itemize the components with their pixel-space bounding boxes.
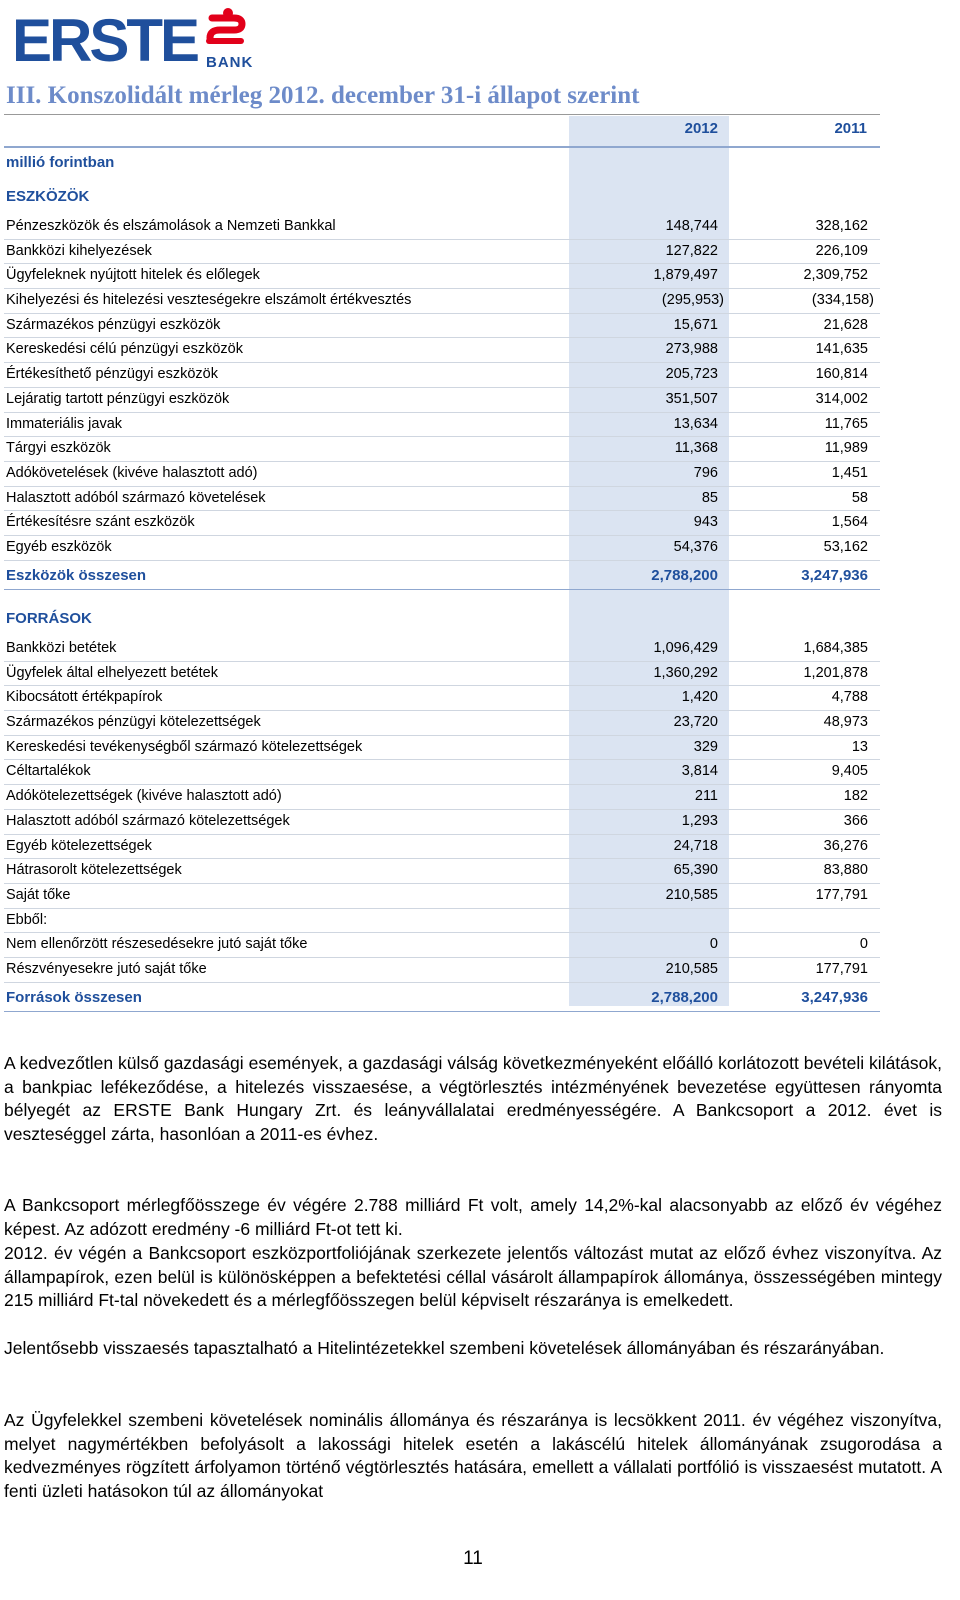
page-number: 11	[463, 1548, 483, 1569]
value-2012: 205,723	[665, 366, 718, 383]
table-row	[4, 859, 880, 884]
total-2011: 3,247,936	[801, 566, 868, 584]
paragraph-1: A kedvezőtlen külső gazdasági események, a gazdasági válság következményeként előálló korlátozott bevételi kilátások, a bankpiac lefékeződése, a hitelezés visszaesése, a végtörlesztés intézményének bevezetése együttesen rányomta bélyegét az ERSTE Bank Hungary Zrt. és leányvállalatai eredményességére. A Bankcsoport a 2012. évet is veszteséggel zárta, hasonlóan a 2011-es évhez.	[4, 1053, 942, 1145]
value-2011: 11,765	[824, 415, 868, 432]
table-row	[4, 933, 880, 958]
table-row	[4, 264, 880, 289]
header-divider	[4, 146, 880, 148]
table-row	[4, 711, 880, 736]
value-2011: 366	[843, 812, 868, 829]
table-row	[4, 462, 880, 487]
value-2011: 141,635	[815, 341, 868, 358]
value-2011: 13	[851, 738, 868, 755]
row-label: Származékos pénzügyi eszközök	[6, 316, 221, 333]
row-label: Halasztott adóból származó követelések	[6, 489, 266, 506]
value-2011: 83,880	[823, 862, 868, 879]
value-2012: 65,390	[673, 862, 718, 879]
paragraph-5: Az Ügyfelekkel szembeni követelések nominális állománya és részaránya is lecsökkent 2011. év végéhez viszonyítva, melyet nagymértékben befolyásolt a lakossági hitelek esetén a lakáscélú hitelek állományának zsugorodása a kedvezményes rögzített árfolyamon történő végtörlesztés hatására, emellett a vállalati portfólió is visszaesést mutatott. A fenti üzleti hatásokon túl az állományokat	[4, 1410, 942, 1502]
total-label: Eszközök összesen	[6, 566, 147, 584]
column-header-2012: 2012	[684, 120, 718, 137]
row-label: Kibocsátott értékpapírok	[6, 689, 163, 706]
table-row	[4, 413, 880, 438]
value-2012: 210,585	[665, 886, 718, 903]
value-2011: 2,309,752	[803, 267, 868, 284]
value-2012: 148,744	[665, 218, 718, 234]
title-divider	[4, 114, 880, 115]
table-row	[4, 487, 880, 512]
row-label: Kereskedési tevékenységből származó kötelezettségek	[6, 738, 363, 755]
table-row	[4, 338, 880, 363]
paragraph-2: A Bankcsoport mérlegfőösszege év végére 2.788 milliárd Ft volt, amely 14,2%-kal alacsonyabb az előző év végéhez képest. Az adózott eredmény -6 milliárd Ft-ot tett ki.	[4, 1195, 942, 1239]
row-label: Ebből:	[6, 911, 48, 928]
row-label: Kihelyezési és hitelezési veszteségekre elszámolt értékvesztés	[6, 292, 412, 309]
total-2011: 3,247,936	[801, 988, 868, 1006]
value-2012: 24,718	[673, 837, 718, 854]
value-2011: 1,201,878	[803, 664, 868, 681]
value-2011: 160,814	[815, 366, 868, 383]
value-2012: 329	[693, 738, 718, 755]
value-2011: 36,276	[823, 837, 868, 854]
value-2011: 1,451	[831, 464, 868, 481]
table-row	[4, 686, 880, 711]
table-row	[4, 785, 880, 810]
row-label: Egyéb kötelezettségek	[6, 837, 152, 854]
column-header-2011: 2011	[834, 120, 867, 137]
value-2012: (295,953)	[661, 292, 724, 309]
row-label: Immateriális javak	[6, 415, 123, 432]
row-label: Részvényesekre jutó saját tőke	[6, 960, 207, 977]
value-2012: 127,822	[665, 242, 718, 259]
unit-label: millió forintban	[6, 154, 115, 171]
value-2011: 0	[859, 936, 868, 953]
row-label: Halasztott adóból származó kötelezettségek	[6, 812, 290, 829]
value-2012: 1,360,292	[653, 664, 718, 681]
value-2012: 943	[693, 514, 718, 531]
erste-emblem-icon	[202, 8, 250, 48]
value-2011: 21,628	[823, 316, 868, 333]
value-2011: 1,684,385	[803, 640, 868, 656]
value-2011: 48,973	[823, 714, 868, 731]
logo-wordmark: ERSTE	[12, 7, 198, 74]
table-row	[4, 760, 880, 785]
total-row	[4, 983, 880, 1012]
row-label: Tárgyi eszközök	[6, 440, 111, 457]
value-2012: 273,988	[665, 341, 718, 358]
table-row	[4, 637, 880, 662]
value-2012: 15,671	[673, 316, 718, 333]
value-2012: 211	[694, 788, 718, 805]
table-row	[4, 736, 880, 761]
paragraph-4: Jelentősebb visszaesés tapasztalható a Hitelintézetekkel szembeni követelések állományában és részarányában.	[4, 1338, 885, 1358]
row-label: Származékos pénzügyi kötelezettségek	[6, 714, 261, 731]
table-row	[4, 289, 880, 314]
table-row	[4, 810, 880, 835]
assets-table	[4, 215, 880, 590]
value-2012: 796	[693, 464, 718, 481]
row-label: Kereskedési célú pénzügyi eszközök	[6, 341, 243, 358]
row-label: Értékesítésre szánt eszközök	[6, 514, 195, 531]
table-row	[4, 884, 880, 909]
row-label: Ügyfeleknek nyújtott hitelek és előlegek	[6, 267, 260, 284]
value-2011: 4,788	[831, 689, 868, 706]
row-label: Nem ellenőrzött részesedésekre jutó saját tőke	[6, 936, 308, 953]
value-2011: 177,791	[815, 960, 868, 977]
table-row	[4, 388, 880, 413]
row-label: Bankközi betétek	[6, 640, 117, 656]
value-2011: 1,564	[831, 514, 868, 531]
value-2012: 351,507	[665, 390, 718, 407]
value-2011: 58	[851, 489, 868, 506]
table-row	[4, 215, 880, 240]
paragraph-3: 2012. év végén a Bankcsoport eszközportfoliójának szerkezete jelentős változást mutat az előző évhez viszonyítva. Az állampapírok, ezen belül is különösképpen a befektetési céllal vásárolt állampapírok állománya, összességében mintegy 215 milliárd Ft-tal növekedett és a mérlegfőösszegen belül képviselt részaránya is emelkedett.	[4, 1243, 942, 1311]
table-row	[4, 437, 880, 462]
value-2012: 54,376	[673, 538, 718, 555]
value-2012: 23,720	[673, 714, 718, 731]
row-label: Adókötelezettségek (kivéve halasztott adó)	[6, 788, 282, 805]
value-2012: 1,420	[681, 689, 718, 706]
value-2012: 85	[701, 489, 718, 506]
value-2011: 328,162	[815, 218, 868, 234]
table-row	[4, 240, 880, 265]
value-2011: 177,791	[815, 886, 868, 903]
row-label: Adókövetelések (kivéve halasztott adó)	[6, 464, 258, 481]
row-label: Ügyfelek által elhelyezett betétek	[6, 664, 218, 681]
liabilities-table	[4, 637, 880, 1012]
row-label: Saját tőke	[6, 886, 71, 903]
total-row	[4, 561, 880, 590]
table-row	[4, 909, 880, 934]
value-2012: 1,096,429	[653, 640, 718, 656]
value-2011: 314,002	[815, 390, 868, 407]
row-label: Egyéb eszközök	[6, 538, 112, 555]
erste-logo	[12, 4, 252, 76]
table-row	[4, 363, 880, 388]
value-2011: 9,405	[831, 763, 868, 780]
value-2012: 1,879,497	[653, 267, 718, 284]
value-2012: 210,585	[665, 960, 718, 977]
value-2011: (334,158)	[811, 292, 874, 309]
total-2012: 2,788,200	[651, 988, 718, 1006]
value-2012: 11,368	[674, 440, 718, 457]
row-label: Céltartalékok	[6, 763, 91, 780]
row-label: Bankközi kihelyezések	[6, 242, 152, 259]
table-row	[4, 511, 880, 536]
value-2011: 11,989	[824, 440, 868, 457]
value-2012: 0	[709, 936, 718, 953]
page-title: III. Konszolidált mérleg 2012. december 31-i állapot szerint	[6, 82, 640, 109]
logo-bank-label: BANK	[206, 54, 254, 71]
assets-heading: ESZKÖZÖK	[6, 188, 90, 205]
row-label: Pénzeszközök és elszámolások a Nemzeti Bankkal	[6, 218, 336, 234]
value-2011: 226,109	[815, 242, 868, 259]
total-label: Források összesen	[6, 988, 142, 1006]
row-label: Értékesíthető pénzügyi eszközök	[6, 366, 218, 383]
table-row	[4, 314, 880, 339]
table-row	[4, 958, 880, 983]
value-2011: 182	[843, 788, 868, 805]
liabilities-heading: FORRÁSOK	[6, 610, 92, 627]
value-2012: 3,814	[681, 763, 718, 780]
total-2012: 2,788,200	[651, 566, 718, 584]
table-row	[4, 835, 880, 860]
value-2012: 13,634	[673, 415, 718, 432]
row-label: Hátrasorolt kötelezettségek	[6, 862, 182, 879]
value-2011: 53,162	[823, 538, 868, 555]
table-row	[4, 662, 880, 687]
value-2012: 1,293	[681, 812, 718, 829]
table-row	[4, 536, 880, 561]
row-label: Lejáratig tartott pénzügyi eszközök	[6, 390, 230, 407]
